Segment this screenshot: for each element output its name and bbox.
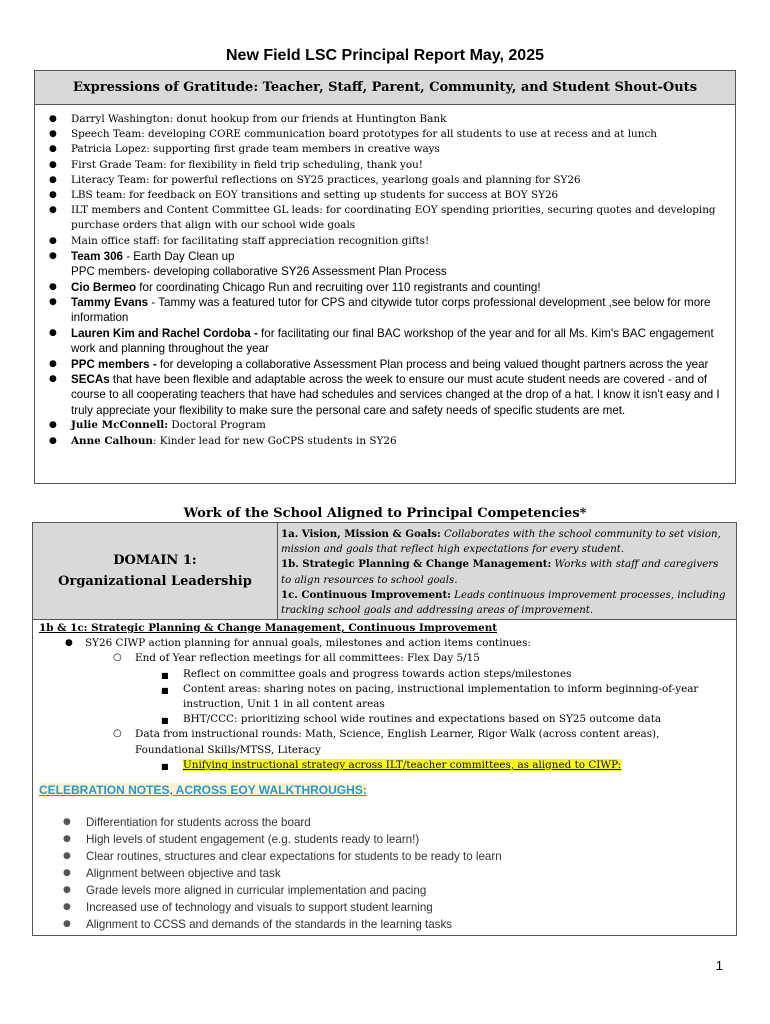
list-item: ● Grade levels more aligned in curricular implementation and pacing: [39, 882, 730, 899]
gratitude-list: [35, 105, 735, 449]
domain-cell: [33, 523, 278, 620]
gratitude-item: ● PPC members - for developing a collaborative Assessment Plan process and being valued thought partners across the year: [49, 357, 727, 372]
list-item: ● Alignment between objective and task: [39, 865, 730, 882]
list-item: ● Alignment to CCSS and demands of the standards in the learning tasks: [39, 916, 730, 933]
list-item: ● Clear routines, structures and clear expectations for students to be ready to learn: [39, 848, 730, 865]
circle-bullet-icon: ○: [113, 728, 122, 740]
circle-bullet-icon: ○: [113, 652, 122, 664]
gratitude-item: ● LBS team: for feedback on EOY transitions and setting up students for success at BOY SY26: [49, 188, 727, 203]
honoree-name: SECAs: [71, 373, 110, 387]
square-bullet-icon: ■: [161, 685, 169, 695]
list-item: ■ BHT/CCC: prioritizing school wide routines and expectations based on SY25 outcome data: [39, 712, 730, 727]
celebration-notes: [39, 814, 730, 933]
gratitude-item: ● SECAs that have been flexible and adaptable across the week to ensure our must acute student needs are covered - and of course to all cooperating teachers that have had schedules and services changed at the drop of a hat. I know it isn't easy and I truly appreciate your flexibility to make sure the personal care and safety needs of specific students are met.: [49, 372, 727, 418]
gratitude-item: ● Lauren Kim and Rachel Cordoba - for facilitating our final BAC workshop of the year and for all Ms. Kim's BAC engagement work and planning throughout the year: [49, 326, 727, 357]
bullet-icon: ●: [65, 638, 73, 649]
competency-item: 1b. Strategic Planning & Change Management: Works with staff and caregivers to align resources to school goals.: [281, 558, 719, 586]
section-heading: 1b & 1c: Strategic Planning & Change Management, Continuous Improvement: [39, 622, 498, 634]
honoree-name: Julie McConnell:: [71, 419, 169, 432]
honoree-name: PPC members -: [71, 357, 157, 371]
list-item: ■ Content areas: sharing notes on pacing, instructional implementation to inform beginning-of-year instruction, Unit 1 in all content areas: [161, 682, 699, 711]
list-item: [39, 758, 730, 773]
competency-item: 1a. Vision, Mission & Goals: Collaborates with the school community to set vision, mission and goals that reflect high expectations for every student.: [281, 528, 721, 556]
honoree-name: Lauren Kim and Rachel Cordoba -: [71, 326, 258, 340]
highlighted-text: Unifying instructional strategy across ILT/teacher committees, as aligned to CIWP:: [183, 758, 622, 771]
competency-table: [32, 522, 737, 936]
gratitude-item: ● First Grade Team: for flexibility in field trip scheduling, thank you!: [49, 158, 727, 173]
gratitude-item: ● Julie McConnell: Doctoral Program: [49, 418, 727, 433]
domain-title: Organizational Leadership: [58, 574, 252, 589]
gratitude-heading: Expressions of Gratitude: Teacher, Staff, Parent, Community, and Student Shout-Outs: [35, 71, 735, 105]
work-body: [33, 620, 736, 933]
list-item: ■ Reflect on committee goals and progress towards action steps/milestones: [39, 667, 730, 682]
gratitude-item: ● Cio Bermeo for coordinating Chicago Run and recruiting over 110 registrants and counting!: [49, 280, 727, 295]
square-bullet-icon: ■: [161, 761, 169, 771]
list-item: ● High levels of student engagement (e.g. students ready to learn!): [39, 831, 730, 848]
honoree-name: Tammy Evans: [71, 296, 149, 310]
square-bullet-icon: ■: [161, 670, 169, 680]
gratitude-item: ● Speech Team: developing CORE communication board prototypes for all students to use at recess and at lunch: [49, 127, 727, 142]
gratitude-item: ● Literacy Team: for powerful reflections on SY25 practices, yearlong goals and planning for SY26: [49, 173, 727, 188]
competency-item: 1c. Continuous Improvement: Leads continuous improvement processes, including tracking school goals and addressing areas of improvement.: [281, 588, 726, 617]
domain-number: DOMAIN 1:: [113, 553, 197, 568]
gratitude-item: ● Team 306 - Earth Day Clean up PPC members- developing collaborative SY26 Assessment Plan Process: [49, 249, 727, 280]
gratitude-item: ● Tammy Evans - Tammy was a featured tutor for CPS and citywide tutor corps professional development ,see below for more information: [49, 295, 727, 326]
list-item: ● Differentiation for students across the board: [39, 814, 730, 831]
gratitude-item: ● Main office staff: for facilitating staff appreciation recognition gifts!: [49, 234, 727, 249]
gratitude-item: ● Anne Calhoun: Kinder lead for new GoCPS students in SY26: [49, 434, 727, 449]
competency-cell: [278, 523, 736, 620]
item-continuation: PPC members- developing collaborative SY26 Assessment Plan Process: [71, 265, 447, 279]
list-item: ○ Data from instructional rounds: Math, Science, English Learner, Rigor Walk (across content areas), Foundational Skills/MTSS, Literacy: [113, 728, 660, 756]
list-item: ● SY26 CIWP action planning for annual goals, milestones and action items continues:: [39, 636, 730, 651]
report-title: New Field LSC Principal Report May, 2025: [225, 47, 544, 64]
gratitude-item: ● Darryl Washington: donut hookup from our friends at Huntington Bank: [49, 112, 727, 127]
list-item: ○ End of Year reflection meetings for all committees: Flex Day 5/15: [113, 652, 480, 665]
honoree-name: Anne Calhoun: [71, 434, 153, 447]
celebration-heading: CELEBRATION NOTES, ACROSS EOY WALKTHROUGHS:: [39, 783, 367, 798]
gratitude-box: [34, 70, 736, 484]
square-bullet-icon: ■: [161, 716, 169, 726]
gratitude-item: ● Patricia Lopez: supporting first grade team members in creative ways: [49, 142, 727, 157]
gratitude-item: ● ILT members and Content Committee GL leads: for coordinating EOY spending priorities, securing quotes and developing purchase orders that align with our school wide goals: [49, 203, 727, 233]
page-number: 1: [715, 958, 723, 973]
list-item: ● Increased use of technology and visuals to support student learning: [39, 899, 730, 916]
honoree-name: Cio Bermeo: [71, 280, 137, 294]
honoree-name: Team 306: [71, 249, 123, 263]
work-heading: Work of the School Aligned to Principal Competencies*: [183, 506, 587, 521]
